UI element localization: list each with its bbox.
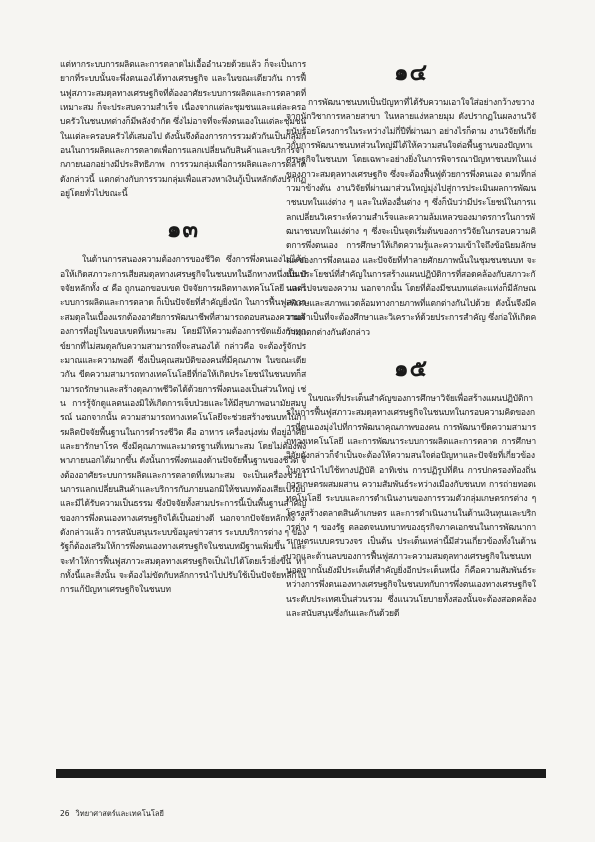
right-column [286,58,536,621]
section-15-heading: ๑๕ [393,354,428,382]
journal-name: วิทยาศาสตร์และเทคโนโลยี [75,809,164,818]
section-15-paragraph: ในขณะที่ประเด็นสำคัญของการศึกษาวิจัยเพื่อสร้างแผนปฏิบัติการในการฟื้นฟูสภาวะสมดุลทางเศรษฐกิจในชนบทในกรอบความคิดของการที่ตนเองมุ่งไปที่การพัฒนาคุณภาพของคน การพัฒนาขีดความสามารถทางเทคโนโลยี และการพัฒนาระบบการผลิตและการตลาด การศึกษาวิจัยดังกล่าวก็จำเป็นจะต้องให้ความสนใจต่อปัญหาและปัจจัยที่เกี่ยวข้องในการนำไปใช้ทางปฏิบัติ อาทิเช่น การปฏิรูปที่ดิน การปกครองท้องถิ่น การเกษตรผสมผสาน ความสัมพันธ์ระหว่างเมืองกับชนบท การถ่ายทอดเทคโนโลยี ระบบและการดำเนินงานของการรวมตัวกลุ่มเกษตรกรต่าง ๆ โครงสร้างตลาดสินค้าเกษตร และการดำเนินงานในด้านเงินทุนและบริการต่าง ๆ ของรัฐ ตลอดจนบทบาทของธุรกิจภาคเอกชนในการพัฒนาการเกษตรแบบครบวงจร เป็นต้น ประเด็นเหล่านี้มีส่วนเกี่ยวข้องทั้งในด้านบวกและด้านลบของการฟื้นฟูสภาวะความสมดุลทางเศรษฐกิจในชนบท นอกจากนั้นยังมีประเด็นที่สำคัญยิ่งอีกประเด็นหนึ่ง ก็คือความสัมพันธ์ระหว่างการพึ่งตนเองทางเศรษฐกิจในชนบทกับการพึ่งตนเองทางเศรษฐกิจในระดับประเทศเป็นส่วนรวม ซึ่งแนวนโยบายทั้งสองนั้นจะต้องสอดคล้องและสนับสนุนซึ่งกันและกันด้วยดี [286,393,536,619]
section-13-heading: ๑๓ [166,216,200,244]
section-14-paragraph: การพัฒนาชนบทเป็นปัญหาที่ได้รับความเอาใจใส่อย่างกว้างขวางจากนักวิชาการหลายสาขา ในหลายแง่หลายมุม ดังปรากฏในผลงานวิจัยนับร้อยโครงการในระหว่างไม่กี่ปีที่ผ่านมา อย่างไรก็ตาม งานวิจัยที่เกี่ยวกับการพัฒนาชนบทส่วนใหญ่มีได้ให้ความสนใจต่อพื้นฐานของปัญหาเศรษฐกิจในชนบท โดยเฉพาะอย่างยิ่งในการพิจารณาปัญหาชนบทในแง่ของภาวะสมดุลทางเศรษฐกิจ ซึ่งจะต้องฟื้นฟูด้วยการพึ่งตนเอง ตามที่กล่าวมาข้างต้น งานวิจัยที่ผ่านมาส่วนใหญ่มุ่งไปสู่การประเมินผลการพัฒนาชนบทในแง่ต่าง ๆ และในห้องอื่นต่าง ๆ ซึ่งก็นับว่ามีประโยชน์ในการแลกเปลี่ยนวิเคราะห์ความสำเร็จและความล้มเหลวของมาตรการในการพัฒนาชนบทในแง่ต่าง ๆ ซึ่งจะเป็นจุดเริ่มต้นของการวิจัยในกรอบความคิดการพึ่งตนเอง การศึกษาให้เกิดความรู้และความเข้าใจถึงข้อนิยมลักษณะของการพึ่งตนเอง และปัจจัยที่ทำลายศักยภาพนั้นในชุมชนชนบท จะเป็นประโยชน์ที่สำคัญในการสร้างแผนปฏิบัติการที่สอดคล้องกับสภาวะกันแต่ไปจนของความ นอกจากนั้น โดยที่ต้องมีชนบทแต่ละแห่งก็มีลักษณะพิเศษและสภาพแวดล้อมทางกายภาพที่แตกต่างกันไปด้วย ดังนั้นจึงมีความจำเป็นที่จะต้องศึกษาและวิเคราะห์ด้วยประการสำคัญ ซึ่งก่อให้เกิดความแตกต่างกันดังกล่าว [286,98,536,338]
left-column [60,58,306,598]
page-footer [60,808,164,820]
section-14-heading: ๑๔ [393,59,428,86]
page-number: 26 [60,809,70,818]
section-13-paragraph: ในด้านการสนองความต้องการของชีวิต ซึ่งการพึ่งตนเองไม่ได้ก่อให้เกิดสภาวะการเสียสมดุลทางเศรษฐกิจในชนบทในอีกทางหนึ่งนั้น ปัจจัยหลักทั้ง ๔ คือ ถูกนอกขอบเขต ปัจจัยการผลิตทางเทคโนโลยี และระบบการผลิตและการตลาด ก็เป็นปัจจัยที่สำคัญยิ่งนัก ในการฟื้นฟูสภาวะสมดุลในเบื้องแรกต้องอาศัยการพัฒนาชีพที่สามารถตอบสนองความต้องการที่อยู่ในขอบเขตที่เหมาะสม โดยมีให้ความต้องการขัดแย้งกับทุกข์ยากที่ไม่สมดุลกับความสามารถที่จะสนองได้ กล่าวคือ จะต้องรู้จักประมาณและความพอดี ซึ่งเป็นคุณสมบัติของคนที่มีคุณภาพ ในขณะเดียวกัน ขีดความสามารถทางเทคโนโลยีที่ก่อให้เกิดประโยชน์ในชนบทก็สามารถรักษาและสร้างดุลภาพชีวิตได้ด้วยการพึ่งตนเองเป็นส่วนใหญ่ เช่น การรู้จักดูแลตนเองมิให้เกิดการเจ็บป่วยและให้มีสุขภาพอนามัยสมบูรณ์ นอกจากนั้น ความสามารถทางเทคโนโลยีจะช่วยสร้างชนบทในการผลิตปัจจัยพื้นฐานในการดำรงชีวิต คือ อาหาร เครื่องนุ่งห่ม ที่อยู่อาศัย และยารักษาโรค ซึ่งมีคุณภาพและมาตรฐานที่เหมาะสม โดยไม่ต้องพึ่งพาภายนอกได้มากขึ้น ดังนั้นการพึ่งตนเองด้านปัจจัยพื้นฐานของชีวิต จึงต้องอาศัยระบบการผลิตและการตลาดที่เหมาะสม จะเป็นเครื่องช่วยในการแลกเปลี่ยนสินค้าและบริการกับภายนอกมิให้ชนบทต้องเสียเปรียบ และมีได้รับความเป็นธรรม ซึ่งปัจจัยทั้งสามประการนี้เป็นพื้นฐานสำคัญของการพึ่งตนเองทางเศรษฐกิจได้เป็นอย่างดี นอกจากปัจจัยหลักทั้ง ๓ ดังกล่าวแล้ว การสนับสนุนระบบข้อมูลข่าวสาร ระบบบริการต่าง ๆ ของรัฐก็ต้องเสริมให้การพึ่งตนเองทางเศรษฐกิจในชนบทมีฐานเพิ่มขึ้น และจะทำให้การฟื้นฟูสภาวะสมดุลทางเศรษฐกิจเป็นไปได้โดยเร็วยิ่งขึ้น หากทั้งนี้และสิ่งนั้น จะต้องไม่ขัดกับหลักการนำไปปรับใช้เป็นปัจจัยหลักในการแก้ปัญหาเศรษฐกิจในชนบท [60,255,306,596]
footer-rule [56,769,546,778]
intro-paragraph: แต่หากระบบการผลิตและการตลาดไม่เอื้ออำนวยด้วยแล้ว ก็จะเป็นการยากที่ระบบนั้นจะพึ่งตนเองได้ทางเศรษฐกิจ และในขณะเดียวกัน การฟื้นฟูสภาวะสมดุลทางเศรษฐกิจที่ต้องอาศัยระบบการผลิตและการตลาดที่เหมาะสม ก็จะประสบความสำเร็จ เนื่องจากแต่ละชุมชนและแต่ละครอบครัวในชนบทต่างก็มีพลังจำกัด ซึ่งไม่อาจที่จะพึ่งตนเองในแต่ละชุมชน ในแต่ละครอบครัวได้เสมอไป ดังนั้นจึงต้องการการรวมตัวกันเป็นกลุ่มก้อนในการผลิตและการตลาดเพื่อการแลกเปลี่ยนกับสินค้าและบริการจากภายนอกอย่างมีประสิทธิภาพ การรวมกลุ่มเพื่อการผลิตและการตลาดดังกล่าวนี้ แตกต่างกับการรวมกลุ่มเพื่อแสวงหาเงินกู้เป็นหลักดังปรากฏอยู่โดยทั่วไปขณะนี้ [60,60,306,200]
